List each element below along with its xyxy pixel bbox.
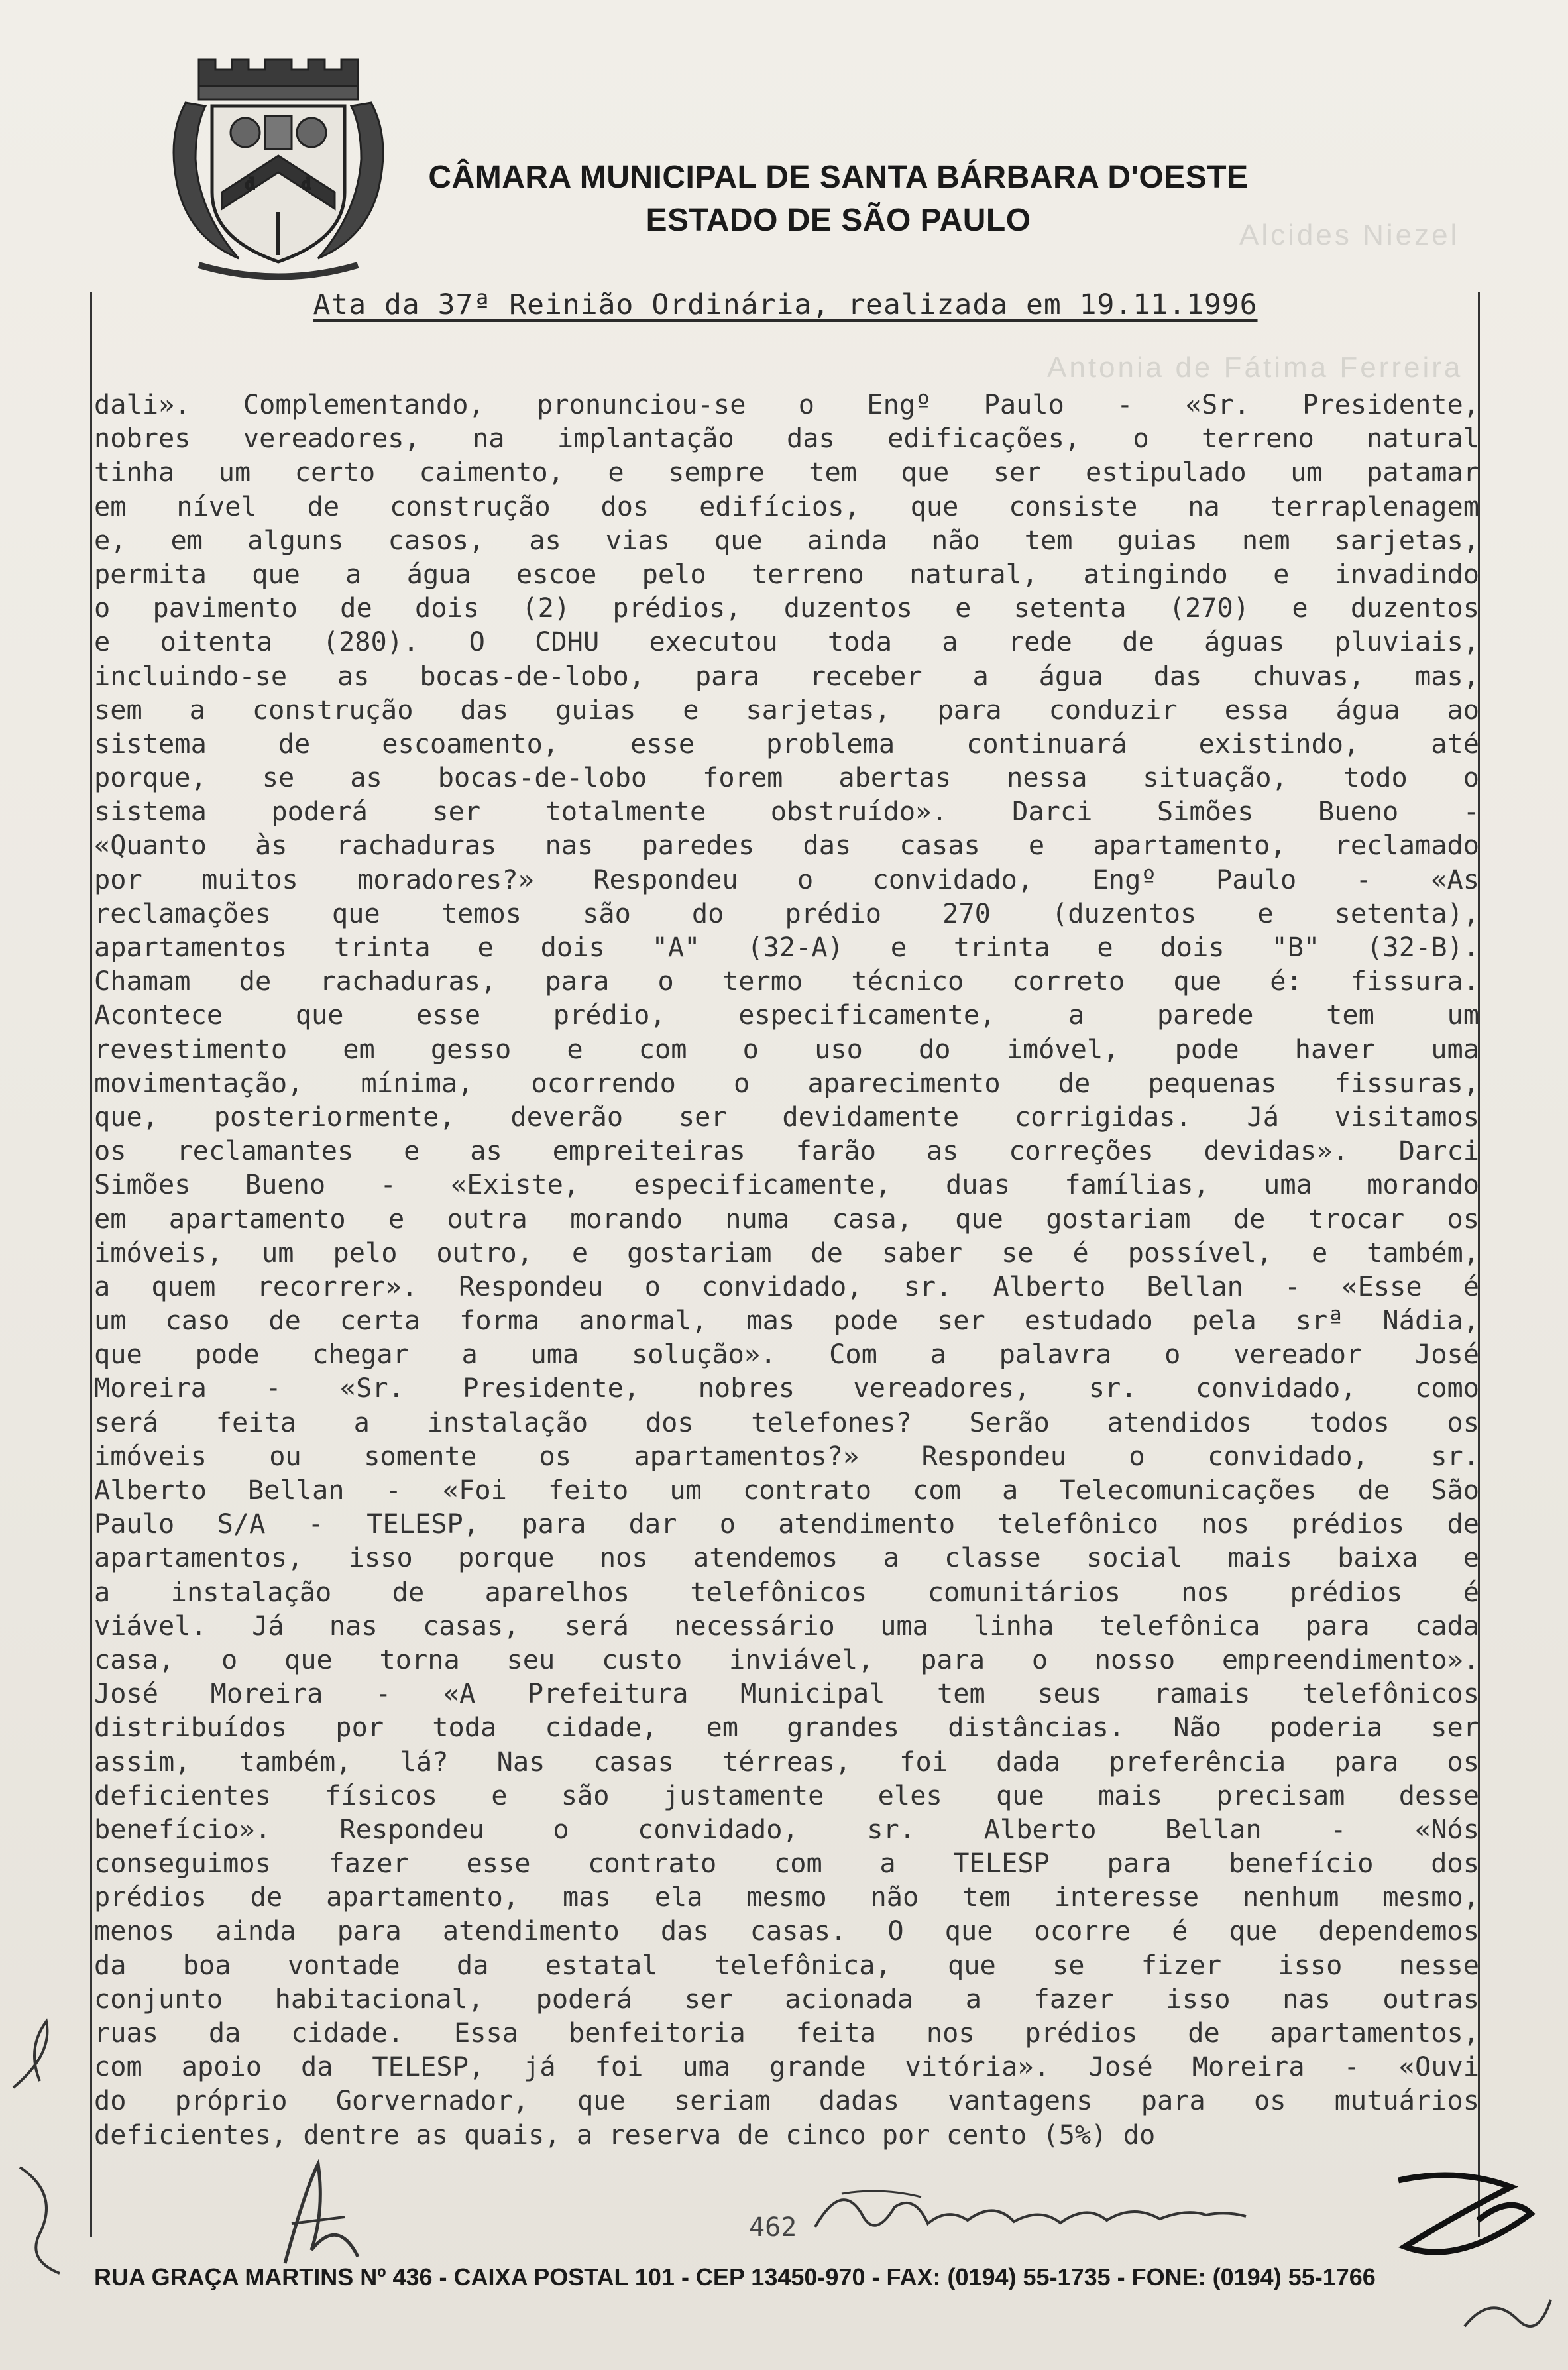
body-line: que, posteriormente, deverão ser devidamente corrigidas. Já visitamos xyxy=(94,1101,1479,1133)
minutes-title xyxy=(93,288,1478,321)
body-line: distribuídos por toda cidade, em grandes distâncias. Não poderia ser xyxy=(94,1712,1479,1744)
body-line: casa, o que torna seu custo inviável, para o nosso empreendimento». xyxy=(94,1644,1479,1675)
body-line: dali». Complementando, pronunciou-se o Engº Paulo - «Sr. Presidente, xyxy=(94,389,1479,420)
body-line: Simões Bueno - «Existe, especificamente, duas famílias, uma morando xyxy=(94,1169,1479,1201)
body-line: apartamentos, isso porque nos atendemos a classe social mais baixa e xyxy=(94,1542,1479,1574)
body-line: imóveis, um pelo outro, e gostariam de saber se é possível, e também, xyxy=(94,1237,1479,1269)
svg-text:d: d xyxy=(302,176,311,193)
header-institution-name: CÂMARA MUNICIPAL DE SANTA BÁRBARA D'OESTE xyxy=(428,160,1249,195)
handwritten-margin-signature xyxy=(0,1955,86,2286)
svg-text:d: d xyxy=(245,176,255,193)
body-line: será feita a instalação dos telefones? Serão atendidos todos os xyxy=(94,1406,1479,1438)
handwritten-initials-right xyxy=(1378,2154,1551,2267)
body-line: Chamam de rachaduras, para o termo técnico correto que é: fissura. xyxy=(94,966,1479,997)
body-line: assim, também, lá? Nas casas térreas, foi dada preferência para os xyxy=(94,1746,1479,1778)
body-line: Alberto Bellan - «Foi feito um contrato com a Telecomunicações de São xyxy=(94,1475,1479,1506)
body-line: a quem recorrer». Respondeu o convidado, sr. Alberto Bellan - «Esse é xyxy=(94,1270,1479,1302)
minutes-title-text: Ata da 37ª Reinião Ordinária, realizada em 19.11.1996 xyxy=(313,288,1258,321)
body-line: o pavimento de dois (2) prédios, duzentos e setenta (270) e duzentos xyxy=(94,592,1479,624)
body-line: conseguimos fazer esse contrato com a TELESP para benefício dos xyxy=(94,1848,1479,1880)
body-line: um caso de certa forma anormal, mas pode ser estudado pela srª Nádia, xyxy=(94,1305,1479,1337)
header-state-name: ESTADO DE SÃO PAULO xyxy=(645,203,1031,238)
body-line: benefício». Respondeu o convidado, sr. Alberto Bellan - «Nós xyxy=(94,1813,1479,1845)
body-line: e, em alguns casos, as vias que ainda não tem guias nem sarjetas, xyxy=(94,524,1479,556)
handwritten-initials-left xyxy=(265,2151,371,2277)
body-line: reclamações que temos são do prédio 270 (duzentos e setenta), xyxy=(94,897,1479,929)
handwritten-signature-1 xyxy=(802,2167,1266,2253)
coat-of-arms-logo xyxy=(159,40,398,292)
body-line: deficientes físicos e são justamente eles que mais precisam desse xyxy=(94,1779,1479,1811)
body-line: apartamentos trinta e dois "A" (32-A) e trinta e dois "B" (32-B). xyxy=(94,932,1479,963)
body-line: Moreira - «Sr. Presidente, nobres vereadores, sr. convidado, como xyxy=(94,1373,1479,1404)
body-line: com apoio da TELESP, já foi uma grande vitória». José Moreira - «Ouvi xyxy=(94,2051,1479,2083)
body-line: José Moreira - «A Prefeitura Municipal tem seus ramais telefônicos xyxy=(94,1678,1479,1710)
body-line: Acontece que esse prédio, especificamente, a parede tem um xyxy=(94,999,1479,1031)
body-line: da boa vontade da estatal telefônica, que se fizer isso nesse xyxy=(94,1949,1479,1981)
page-number: 462 xyxy=(749,2212,797,2243)
body-line: sem a construção das guias e sarjetas, para conduzir essa água ao xyxy=(94,694,1479,726)
minutes-body xyxy=(94,388,1479,2152)
body-line: prédios de apartamento, mas ela mesmo não tem interesse nenhum mesmo, xyxy=(94,1882,1479,1913)
body-line: porque, se as bocas-de-lobo forem abertas nessa situação, todo o xyxy=(94,762,1479,794)
bleed-through-text-2: Antonia de Fátima Ferreira xyxy=(1047,351,1463,384)
body-line: nobres vereadores, na implantação das edificações, o terreno natural xyxy=(94,423,1479,455)
body-line: incluindo-se as bocas-de-lobo, para receber a água das chuvas, mas, xyxy=(94,660,1479,692)
body-line: sistema poderá ser totalmente obstruído». Darci Simões Bueno - xyxy=(94,796,1479,828)
body-line: os reclamantes e as empreiteiras farão as correções devidas». Darci xyxy=(94,1135,1479,1167)
body-line: menos ainda para atendimento das casas. O que ocorre é que dependemos xyxy=(94,1915,1479,1947)
body-line: imóveis ou somente os apartamentos?» Respondeu o convidado, sr. xyxy=(94,1440,1479,1472)
footer-address: RUA GRAÇA MARTINS Nº 436 - CAIXA POSTAL 101 - CEP 13450-970 - FAX: (0194) 55-1735 - FONE: (0194) 55-1766 xyxy=(94,2263,1376,2290)
body-line: revestimento em gesso e com o uso do imóvel, pode haver uma xyxy=(94,1033,1479,1065)
body-line: sistema de escoamento, esse problema continuará existindo, até xyxy=(94,728,1479,760)
body-line: a instalação de aparelhos telefônicos comunitários nos prédios é xyxy=(94,1576,1479,1608)
body-line: movimentação, mínima, ocorrendo o aparecimento de pequenas fissuras, xyxy=(94,1067,1479,1099)
body-line: do próprio Gorvernador, que seriam dadas vantagens para os mutuários xyxy=(94,2085,1479,2117)
body-line: deficientes, dentre as quais, a reserva de cinco por cento (5%) do xyxy=(94,2119,1156,2151)
body-line: Paulo S/A - TELESP, para dar o atendimento telefônico nos prédios de xyxy=(94,1508,1479,1540)
body-line: ruas da cidade. Essa benfeitoria feita nos prédios de apartamentos, xyxy=(94,2017,1479,2049)
left-margin-rule xyxy=(90,292,92,2237)
body-line: que pode chegar a uma solução». Com a palavra o vereador José xyxy=(94,1339,1479,1371)
body-line: por muitos moradores?» Respondeu o convidado, Engº Paulo - «As xyxy=(94,864,1479,895)
bleed-through-text-1: Alcides Niezel xyxy=(1239,219,1460,251)
body-line: em nível de construção dos edifícios, que consiste na terraplenagem xyxy=(94,490,1479,522)
body-line: conjunto habitacional, poderá ser acionada a fazer isso nas outras xyxy=(94,1983,1479,2015)
body-line: permita que a água escoe pelo terreno natural, atingindo e invadindo xyxy=(94,558,1479,590)
body-line: «Quanto às rachaduras nas paredes das casas e apartamento, reclamado xyxy=(94,830,1479,862)
body-line: em apartamento e outra morando numa casa, que gostariam de trocar os xyxy=(94,1203,1479,1235)
body-line: e oitenta (280). O CDHU executou toda a rede de águas pluviais, xyxy=(94,626,1479,658)
body-line: tinha um certo caimento, e sempre tem que ser estipulado um patamar xyxy=(94,457,1479,488)
body-line: viável. Já nas casas, será necessário uma linha telefônica para cada xyxy=(94,1610,1479,1642)
